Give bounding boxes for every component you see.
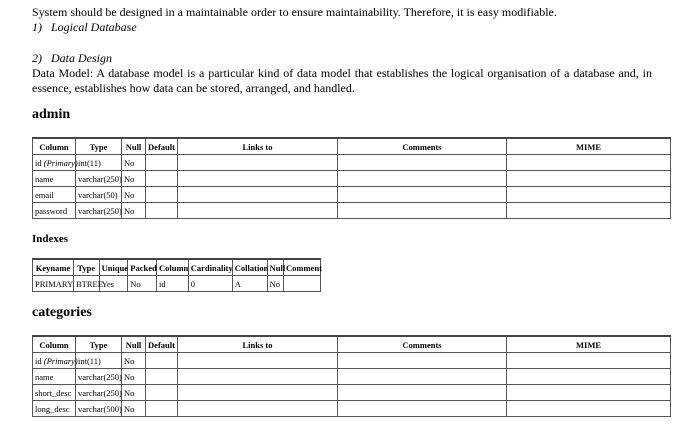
header-default: Default: [146, 138, 178, 155]
header-column: Column: [33, 336, 76, 353]
list-item-logical-database: [32, 20, 137, 35]
cell-null: No: [122, 187, 146, 203]
cell-packed: No: [128, 276, 157, 292]
cell-comments: [338, 385, 507, 401]
table-header-row: [33, 259, 321, 276]
cell-null: No: [122, 385, 146, 401]
cell-links: [178, 187, 338, 203]
cell-column: name: [33, 369, 76, 385]
paragraph-line-2: essence, establishes how data can be stored, arranged, and handled.: [32, 81, 355, 95]
header-null: Null: [122, 138, 146, 155]
cell-mime: [507, 187, 671, 203]
cell-null: No: [122, 369, 146, 385]
header-comments: Comments: [338, 138, 507, 155]
cell-column: short_desc: [33, 385, 76, 401]
list-number: 1): [32, 20, 42, 34]
data-model-paragraph: [32, 66, 652, 96]
header-unique: Unique: [99, 259, 128, 276]
cell-comments: [338, 369, 507, 385]
cell-mime: [507, 203, 671, 219]
cell-default: [146, 155, 178, 171]
cell-default: [146, 203, 178, 219]
header-mime: MIME: [507, 336, 671, 353]
header-packed: Packed: [128, 259, 157, 276]
cell-type: BTREE: [73, 276, 99, 292]
indexes-table: [32, 258, 321, 292]
intro-sentence: System should be designed in a maintainable order to ensure maintainability. Therefore, it is easy modifiable.: [32, 5, 557, 19]
cell-default: [146, 401, 178, 417]
table-row: [33, 385, 671, 401]
header-keyname: Keyname: [33, 259, 74, 276]
cell-null: No: [122, 171, 146, 187]
cell-column: id: [156, 276, 188, 292]
cell-links: [178, 385, 338, 401]
header-links-to: Links to: [178, 138, 338, 155]
header-comments: Comments: [338, 336, 507, 353]
table-row: [33, 187, 671, 203]
table-row: [33, 171, 671, 187]
header-links-to: Links to: [178, 336, 338, 353]
cell-null: No: [122, 155, 146, 171]
table-row: [33, 203, 671, 219]
table-header-row: [33, 138, 671, 155]
cell-comments: [338, 155, 507, 171]
cell-column: long_desc: [33, 401, 76, 417]
cell-column: name: [33, 171, 76, 187]
cell-comments: [338, 187, 507, 203]
cell-comments: [338, 203, 507, 219]
header-null: Null: [267, 259, 283, 276]
header-default: Default: [146, 336, 178, 353]
cell-collation: A: [232, 276, 267, 292]
list-item-label: Data Design: [51, 51, 112, 65]
table-header-row: [33, 336, 671, 353]
cell-links: [178, 203, 338, 219]
table-row: [33, 401, 671, 417]
cell-links: [178, 155, 338, 171]
cell-type: varchar(50): [76, 187, 122, 203]
table-row: [33, 155, 671, 171]
header-cardinality: Cardinality: [188, 259, 232, 276]
admin-structure-table: [32, 137, 671, 219]
cell-mime: [507, 171, 671, 187]
table-row: [33, 369, 671, 385]
cell-comments: [338, 171, 507, 187]
header-type: Type: [76, 336, 122, 353]
cell-null: No: [122, 353, 146, 369]
cell-mime: [507, 369, 671, 385]
cell-default: [146, 171, 178, 187]
paragraph-line-1: Data Model: A database model is a particular kind of data model that establishes the logical organisation of a database and, in: [32, 66, 652, 80]
cell-comments: [338, 401, 507, 417]
table-row: [33, 276, 321, 292]
cell-type: varchar(250): [76, 171, 122, 187]
cell-mime: [507, 401, 671, 417]
cell-cardinality: 0: [188, 276, 232, 292]
cell-type: varchar(500): [76, 401, 122, 417]
list-number: 2): [32, 51, 42, 65]
header-comment: Comment: [284, 259, 321, 276]
cell-column: email: [33, 187, 76, 203]
cell-type: varchar(250): [76, 369, 122, 385]
cell-column: id (Primary): [33, 353, 76, 369]
header-null: Null: [122, 336, 146, 353]
cell-mime: [507, 385, 671, 401]
header-collation: Collation: [232, 259, 267, 276]
header-type: Type: [76, 138, 122, 155]
header-column: Column: [156, 259, 188, 276]
cell-null: No: [122, 203, 146, 219]
cell-links: [178, 171, 338, 187]
list-item-data-design: [32, 51, 112, 66]
list-item-label: Logical Database: [51, 20, 137, 34]
cell-null: No: [122, 401, 146, 417]
cell-comments: [338, 353, 507, 369]
cell-keyname: PRIMARY: [33, 276, 74, 292]
cell-default: [146, 353, 178, 369]
cell-links: [178, 369, 338, 385]
header-mime: MIME: [507, 138, 671, 155]
cell-mime: [507, 353, 671, 369]
table-row: [33, 353, 671, 369]
cell-links: [178, 401, 338, 417]
table-title-admin: admin: [32, 107, 71, 122]
cell-null: No: [267, 276, 283, 292]
cell-column: id (Primary): [33, 155, 76, 171]
cell-default: [146, 187, 178, 203]
cell-default: [146, 385, 178, 401]
cell-links: [178, 353, 338, 369]
header-type: Type: [73, 259, 99, 276]
cell-type: varchar(250): [76, 203, 122, 219]
cell-type: int(11): [76, 155, 122, 171]
cell-column: password: [33, 203, 76, 219]
table-title-categories: categories: [32, 305, 92, 320]
categories-structure-table: [32, 335, 671, 417]
cell-default: [146, 369, 178, 385]
cell-unique: Yes: [99, 276, 128, 292]
cell-comment: [284, 276, 321, 292]
header-column: Column: [33, 138, 76, 155]
cell-mime: [507, 155, 671, 171]
indexes-title: Indexes: [32, 233, 69, 245]
cell-type: varchar(250): [76, 385, 122, 401]
cell-type: int(11): [76, 353, 122, 369]
